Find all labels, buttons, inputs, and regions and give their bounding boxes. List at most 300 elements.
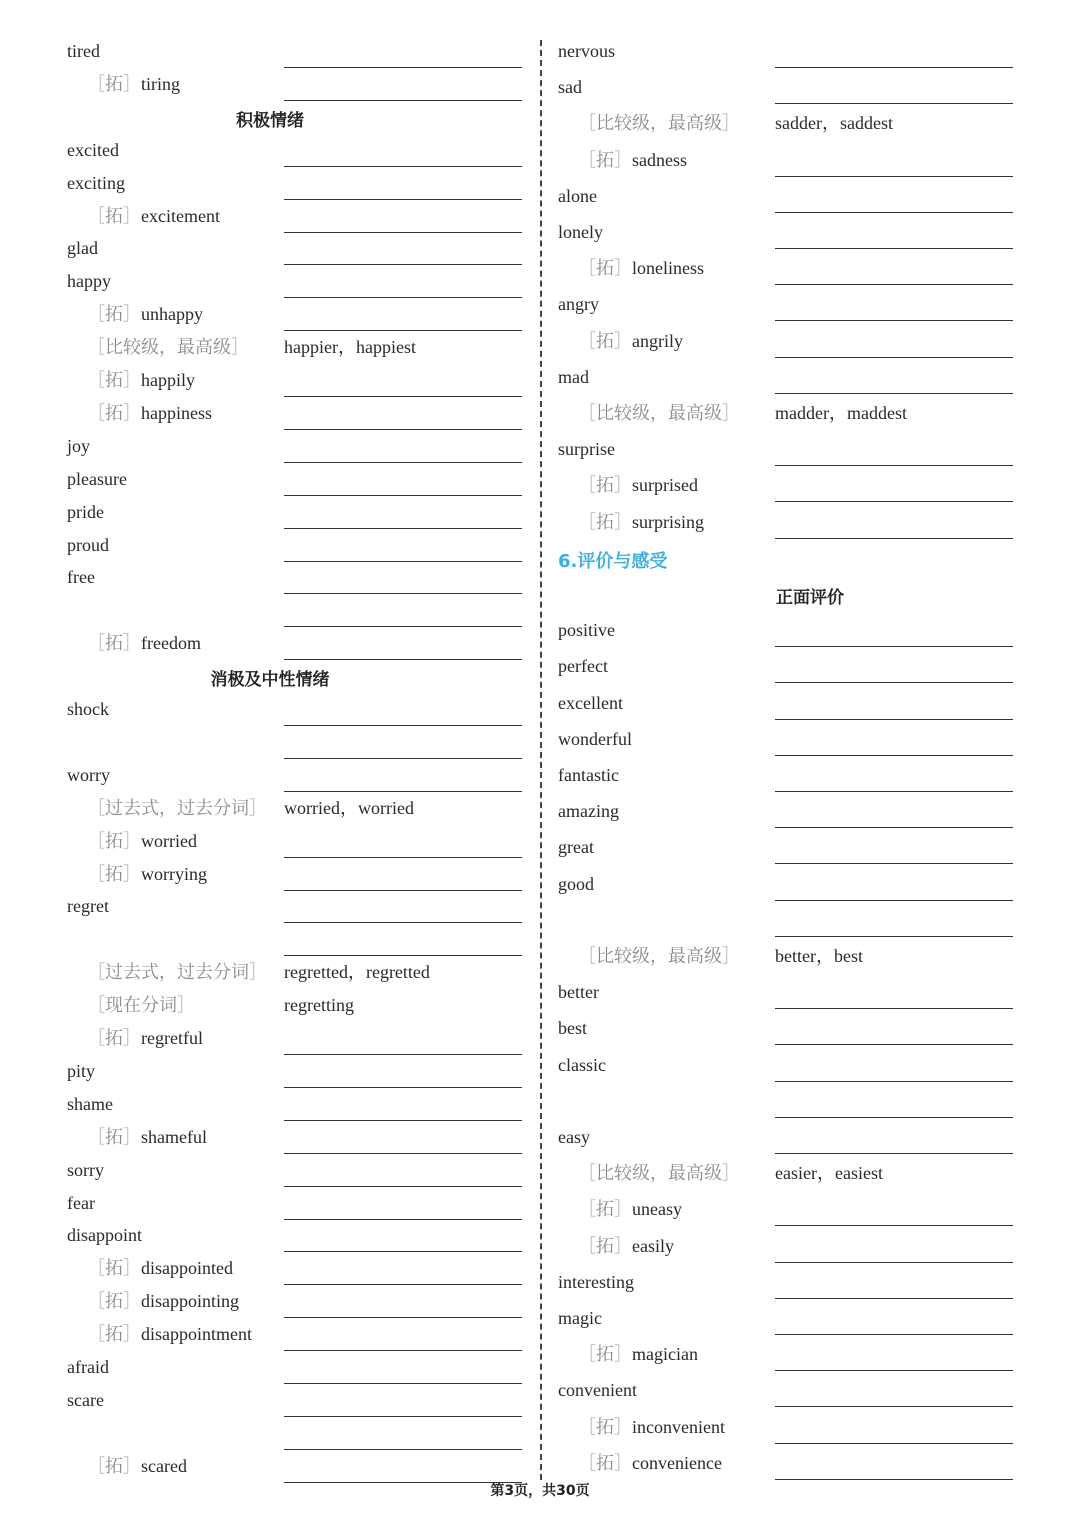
vocab-row <box>540 1050 1080 1080</box>
vocab-row <box>540 724 1080 754</box>
answer-blank-line[interactable] <box>284 1153 522 1154</box>
vocab-word: surprised <box>632 475 698 496</box>
vocab-term <box>558 76 582 98</box>
vocab-row <box>0 1319 540 1349</box>
answer-blank-line[interactable] <box>284 1054 522 1055</box>
vocab-word: loneliness <box>632 258 704 279</box>
vocab-term <box>87 797 267 819</box>
answer-blank-line[interactable] <box>775 176 1013 177</box>
vocab-word: afraid <box>67 1357 109 1377</box>
vocab-row <box>540 1194 1080 1224</box>
answer-blank-line[interactable] <box>284 725 522 726</box>
vocab-tag: ［比较级，最高级］ <box>87 337 249 358</box>
vocab-row <box>0 1253 540 1283</box>
answer-blank-line[interactable] <box>284 1449 522 1450</box>
vocab-term <box>558 800 619 822</box>
answer-blank-line[interactable] <box>775 357 1013 358</box>
vocab-word: positive <box>558 620 615 641</box>
answer-blank-line[interactable] <box>775 755 1013 756</box>
vocab-term <box>67 237 98 259</box>
vocab-tag-text: 比较级，最高级 <box>596 403 722 423</box>
vocab-term <box>558 40 615 62</box>
vocab-tag-text: 拓 <box>596 475 614 496</box>
vocab-term <box>558 873 594 895</box>
vocab-tag-text: 拓 <box>105 1324 123 1345</box>
vocab-term <box>558 221 603 243</box>
vocab-word: alone <box>558 185 597 206</box>
vocab-word: pity <box>67 1060 96 1081</box>
vocab-row <box>0 69 540 99</box>
vocab-word: lonely <box>558 222 603 242</box>
vocab-row <box>0 1385 540 1415</box>
vocab-term <box>67 270 111 292</box>
answer-blank-line[interactable] <box>775 1153 1013 1154</box>
answer-blank-line[interactable] <box>775 827 1013 828</box>
vocab-word: fear <box>67 1192 95 1213</box>
vocab-word: easily <box>632 1235 674 1256</box>
vocab-term <box>87 632 201 654</box>
vocab-term <box>87 1455 187 1477</box>
vocab-term <box>558 692 623 714</box>
vocab-word: joy <box>67 435 91 456</box>
answer-blank-line[interactable] <box>284 758 522 759</box>
answer-blank-line[interactable] <box>284 1186 522 1187</box>
vocab-tag-text: 拓 <box>596 1452 614 1473</box>
page-number: 第3页，共30页 <box>490 1483 590 1499</box>
answer-blank-line[interactable] <box>284 297 522 298</box>
answer-blank-line[interactable] <box>284 232 522 233</box>
vocab-word: happiness <box>141 402 212 423</box>
vocab-term <box>67 534 109 556</box>
answer-blank-line[interactable] <box>775 1008 1013 1009</box>
vocab-term <box>87 336 249 358</box>
vocab-word: scared <box>141 1455 187 1476</box>
vocab-tag-text: 拓 <box>105 1291 123 1312</box>
blank-line-row <box>0 924 540 954</box>
vocab-term <box>87 73 180 95</box>
vocab-word: free <box>67 567 95 588</box>
vocab-row <box>0 36 540 66</box>
vocab-row <box>0 628 540 658</box>
answer-blank-line[interactable] <box>284 330 522 331</box>
answer-text: regretting <box>284 995 354 1016</box>
vocab-word: sorry <box>67 1159 104 1180</box>
vocab-word: tiring <box>141 73 180 94</box>
vocab-term <box>578 330 683 352</box>
answer-blank-line[interactable] <box>284 1087 522 1088</box>
answer-blank-line[interactable] <box>775 103 1013 104</box>
vocab-row <box>540 72 1080 102</box>
vocab-tag: ［过去式，过去分词］ <box>87 962 267 983</box>
vocab-row <box>0 299 540 329</box>
answer-blank-line[interactable] <box>775 320 1013 321</box>
vocab-tag-text: 拓 <box>105 830 123 851</box>
vocab-tag: ［拓］ <box>578 475 632 496</box>
answer-blank-line[interactable] <box>775 646 1013 647</box>
answer-blank-line[interactable] <box>284 1120 522 1121</box>
answer-blank-line[interactable] <box>284 528 522 529</box>
vocab-word: classic <box>558 1054 606 1075</box>
vocab-tag: ［拓］ <box>87 1126 141 1147</box>
answer-blank-line[interactable] <box>284 1416 522 1417</box>
vocab-term <box>578 402 740 424</box>
vocab-word: worry <box>67 764 110 785</box>
blank-line-row <box>540 905 1080 935</box>
answer-blank-line[interactable] <box>284 166 522 167</box>
vocab-word: great <box>558 837 594 858</box>
vocab-term <box>558 1017 587 1039</box>
vocab-row <box>540 760 1080 790</box>
vocab-row <box>0 826 540 856</box>
vocab-term <box>558 438 615 460</box>
vocab-word: interesting <box>558 1271 634 1292</box>
answer-blank-line[interactable] <box>775 1406 1013 1407</box>
category-heading: 消极及中性情绪 <box>210 670 330 691</box>
vocab-row <box>540 36 1080 66</box>
vocab-term <box>87 961 267 983</box>
answer-blank-line[interactable] <box>284 890 522 891</box>
vocab-term <box>67 1389 104 1411</box>
answer-blank-line[interactable] <box>775 1334 1013 1335</box>
answer-blank-line[interactable] <box>284 1251 522 1252</box>
vocab-word: sadness <box>632 149 687 170</box>
answer-blank-line[interactable] <box>284 1383 522 1384</box>
vocab-word: better <box>558 982 599 1003</box>
vocab-row <box>540 1122 1080 1152</box>
vocab-tag-text: 拓 <box>105 1028 123 1048</box>
vocab-word: disappointment <box>141 1324 252 1345</box>
vocab-tag: ［拓］ <box>87 1324 141 1345</box>
answer-blank-line[interactable] <box>775 501 1013 502</box>
answer-blank-line[interactable] <box>284 593 522 594</box>
vocab-word: shameful <box>141 1126 207 1147</box>
blank-line-row <box>0 1418 540 1448</box>
vocab-word: fantastic <box>558 765 619 785</box>
vocab-tag-text: 拓 <box>105 304 123 325</box>
answer-blank-line[interactable] <box>775 1044 1013 1045</box>
vocab-word: mad <box>558 366 589 387</box>
vocab-tag-text: 拓 <box>105 1455 123 1476</box>
vocab-tag-text: 现在分词 <box>105 995 177 1016</box>
vocab-tag: ［拓］ <box>87 1455 141 1476</box>
answer-text: madder，maddest <box>775 403 907 423</box>
vocab-row <box>0 1220 540 1250</box>
vocab-row <box>0 1188 540 1218</box>
answer-blank-line[interactable] <box>775 719 1013 720</box>
vocab-tag-text: 拓 <box>596 511 614 532</box>
answer-blank-line[interactable] <box>775 1298 1013 1299</box>
vocab-word: freedom <box>141 633 201 654</box>
answer-blank-line[interactable] <box>775 1370 1013 1371</box>
vocab-tag: ［拓］ <box>578 1452 632 1473</box>
vocab-word: best <box>558 1018 587 1039</box>
answer-blank-line[interactable] <box>775 1117 1013 1118</box>
vocab-row <box>540 977 1080 1007</box>
vocab-tag: ［比较级，最高级］ <box>578 403 740 423</box>
vocab-term <box>67 172 125 194</box>
vocab-tag: ［现在分词］ <box>87 995 195 1016</box>
vocab-tag-text: 拓 <box>596 1344 614 1365</box>
vocab-row <box>0 1451 540 1481</box>
vocab-row <box>540 1339 1080 1369</box>
vocab-term <box>578 149 687 171</box>
answer-blank-line[interactable] <box>775 1225 1013 1226</box>
vocab-tag-text: 拓 <box>105 73 123 94</box>
vocab-tag: ［拓］ <box>578 149 632 170</box>
vocab-tag: ［拓］ <box>87 402 141 423</box>
vocab-term <box>87 402 212 424</box>
vocab-word: good <box>558 873 594 894</box>
vocab-term <box>87 303 203 325</box>
vocab-row <box>0 1286 540 1316</box>
vocab-word: regretful <box>141 1028 203 1048</box>
vocab-term <box>67 501 104 523</box>
vocab-word: disappoint <box>67 1225 142 1246</box>
vocab-row <box>0 793 540 823</box>
vocab-term <box>578 112 740 134</box>
vocab-row <box>0 431 540 461</box>
answer-blank-line[interactable] <box>775 900 1013 901</box>
vocab-tag: ［拓］ <box>87 633 141 654</box>
answer-blank-line[interactable] <box>775 284 1013 285</box>
vocab-row <box>0 464 540 494</box>
vocab-row <box>0 332 540 362</box>
vocab-word: happy <box>67 271 111 292</box>
vocab-tag-text: 拓 <box>596 1235 614 1256</box>
answer-blank-line[interactable] <box>775 212 1013 213</box>
vocab-tag-text: 比较级，最高级 <box>596 1163 722 1184</box>
category-heading: 积极情绪 <box>236 110 304 131</box>
vocab-tag-text: 比较级，最高级 <box>105 337 231 358</box>
answer-blank-line[interactable] <box>775 393 1013 394</box>
answer-blank-line[interactable] <box>284 1219 522 1220</box>
vocab-term <box>578 945 740 967</box>
vocab-word: pleasure <box>67 468 127 489</box>
vocab-row <box>0 760 540 790</box>
vocab-word: nervous <box>558 41 615 61</box>
vocab-term <box>87 1126 207 1148</box>
answer-blank-line[interactable] <box>775 248 1013 249</box>
vocab-row <box>0 1122 540 1152</box>
vocab-row <box>540 1303 1080 1333</box>
vocab-row <box>540 651 1080 681</box>
vocab-row <box>540 145 1080 175</box>
answer-blank-line[interactable] <box>284 1350 522 1351</box>
vocab-term <box>558 366 589 388</box>
vocab-term <box>67 1356 109 1378</box>
vocab-row <box>540 217 1080 247</box>
vocab-tag-text: 比较级，最高级 <box>596 946 722 966</box>
answer-blank-line[interactable] <box>284 1317 522 1318</box>
vocab-row <box>540 1158 1080 1188</box>
vocab-word: unhappy <box>141 304 203 325</box>
answer-text: sadder，saddest <box>775 113 893 134</box>
answer-blank-line[interactable] <box>284 199 522 200</box>
vocab-word: excitement <box>141 205 220 226</box>
vocab-row <box>540 1448 1080 1478</box>
vocab-tag-text: 拓 <box>105 370 123 390</box>
vocab-term <box>578 257 704 279</box>
vocab-row <box>0 530 540 560</box>
answer-text: worried，worried <box>284 797 414 818</box>
vocab-row <box>540 362 1080 392</box>
vocab-term <box>87 1257 233 1279</box>
vocab-term <box>67 1060 95 1082</box>
answer-blank-line[interactable] <box>284 67 522 68</box>
vocab-term <box>67 1159 104 1181</box>
vocab-term <box>578 474 698 496</box>
answer-text: better，best <box>775 946 863 966</box>
answer-blank-line[interactable] <box>775 682 1013 683</box>
vocab-term <box>87 863 207 885</box>
answer-blank-line[interactable] <box>775 863 1013 864</box>
vocab-tag: ［拓］ <box>87 863 141 884</box>
vocab-tag: ［拓］ <box>87 73 141 94</box>
answer-blank-line[interactable] <box>284 1284 522 1285</box>
vocab-term <box>87 994 195 1016</box>
vocab-row <box>0 1089 540 1119</box>
answer-blank-line[interactable] <box>284 791 522 792</box>
vocab-word: angrily <box>632 330 683 351</box>
vocab-word: worried <box>141 830 197 851</box>
vocab-tag: ［比较级，最高级］ <box>578 1163 740 1184</box>
vocab-word: wonderful <box>558 728 632 749</box>
vocab-word: easy <box>558 1127 590 1147</box>
answer-blank-line[interactable] <box>284 922 522 923</box>
vocab-term <box>558 836 594 858</box>
vocab-term <box>558 1379 637 1401</box>
blank-line-row <box>540 1086 1080 1116</box>
vocab-tag: ［拓］ <box>87 304 141 325</box>
vocab-term <box>67 698 109 720</box>
vocab-term <box>558 619 615 641</box>
vocab-term <box>558 1054 606 1076</box>
vocab-word: scare <box>67 1389 104 1410</box>
vocab-row <box>0 1155 540 1185</box>
vocab-term <box>87 1027 203 1049</box>
answer-blank-line[interactable] <box>284 659 522 660</box>
vocab-tag-text: 拓 <box>596 1199 614 1220</box>
answer-blank-line[interactable] <box>775 67 1013 68</box>
vocab-tag-text: 拓 <box>596 330 614 351</box>
vocab-row <box>540 615 1080 645</box>
answer-blank-line[interactable] <box>775 1262 1013 1263</box>
vocab-tag: ［拓］ <box>87 1028 141 1048</box>
vocab-row <box>540 688 1080 718</box>
answer-blank-line[interactable] <box>284 462 522 463</box>
vocab-term <box>87 369 195 391</box>
vocab-word: tired <box>67 41 100 61</box>
vocab-row <box>540 832 1080 862</box>
vocab-word: perfect <box>558 656 608 677</box>
answer-blank-line[interactable] <box>284 100 522 101</box>
vocab-tag: ［拓］ <box>87 830 141 851</box>
vocab-word: excellent <box>558 692 623 713</box>
vocab-row <box>0 957 540 987</box>
blank-line-row <box>0 595 540 625</box>
answer-blank-line[interactable] <box>284 429 522 430</box>
vocab-term <box>578 1452 722 1474</box>
vocab-row <box>540 1231 1080 1261</box>
vocab-word: worrying <box>141 863 207 884</box>
vocab-term <box>578 511 704 533</box>
vocab-tag: ［拓］ <box>578 1416 632 1437</box>
vocab-word: sad <box>558 77 582 98</box>
vocab-row <box>0 891 540 921</box>
vocab-tag-text: 拓 <box>596 1416 614 1437</box>
answer-blank-line[interactable] <box>284 626 522 627</box>
vocab-term <box>558 293 599 315</box>
answer-blank-line[interactable] <box>775 791 1013 792</box>
vocab-row <box>540 796 1080 826</box>
vocab-row <box>0 694 540 724</box>
vocab-term <box>578 1343 698 1365</box>
vocab-tag: ［比较级，最高级］ <box>578 113 740 134</box>
answer-text: easier，easiest <box>775 1163 883 1184</box>
vocab-row <box>0 1023 540 1053</box>
answer-blank-line[interactable] <box>284 857 522 858</box>
answer-blank-line[interactable] <box>284 955 522 956</box>
vocab-row <box>0 266 540 296</box>
vocab-row <box>540 1412 1080 1442</box>
vocab-term <box>87 1290 239 1312</box>
section-title: 6.评价与感受 <box>558 550 668 572</box>
vocab-tag-text: 拓 <box>105 633 123 654</box>
answer-blank-line[interactable] <box>775 465 1013 466</box>
vocab-row <box>540 181 1080 211</box>
answer-blank-line[interactable] <box>775 1081 1013 1082</box>
vocab-tag-text: 拓 <box>105 863 123 884</box>
answer-blank-line[interactable] <box>284 264 522 265</box>
answer-blank-line[interactable] <box>775 1443 1013 1444</box>
vocab-term <box>558 185 597 207</box>
vocab-word: happily <box>141 370 195 390</box>
vocab-word: inconvenient <box>632 1416 725 1437</box>
vocab-row <box>0 365 540 395</box>
vocab-term <box>87 205 220 227</box>
vocab-term <box>67 139 119 161</box>
vocab-tag-text: 拓 <box>105 402 123 423</box>
vocab-word: shame <box>67 1093 113 1114</box>
vocab-word: convenient <box>558 1380 637 1401</box>
answer-blank-line[interactable] <box>284 495 522 496</box>
vocab-row <box>540 941 1080 971</box>
answer-blank-line[interactable] <box>775 538 1013 539</box>
vocab-term <box>67 40 100 62</box>
vocab-row <box>0 497 540 527</box>
vocab-tag-text: 拓 <box>105 1126 123 1147</box>
vocab-tag-text: 过去式，过去分词 <box>105 962 249 983</box>
vocab-word: exciting <box>67 172 125 193</box>
vocab-row <box>0 1056 540 1086</box>
vocab-row <box>540 289 1080 319</box>
vocab-row <box>0 1352 540 1382</box>
vocab-tag: ［拓］ <box>87 205 141 226</box>
vocab-term <box>578 1162 740 1184</box>
vocab-row <box>540 1375 1080 1405</box>
answer-blank-line[interactable] <box>284 396 522 397</box>
vocab-tag: ［拓］ <box>87 370 141 390</box>
answer-blank-line[interactable] <box>284 561 522 562</box>
vocab-tag: ［过去式，过去分词］ <box>87 797 267 818</box>
answer-blank-line[interactable] <box>775 936 1013 937</box>
category-heading: 正面评价 <box>776 588 844 608</box>
vocab-row <box>540 1013 1080 1043</box>
vocab-word: magician <box>632 1344 698 1365</box>
vocab-word: regret <box>67 896 109 917</box>
vocab-row <box>0 168 540 198</box>
vocab-word: surprise <box>558 439 615 460</box>
